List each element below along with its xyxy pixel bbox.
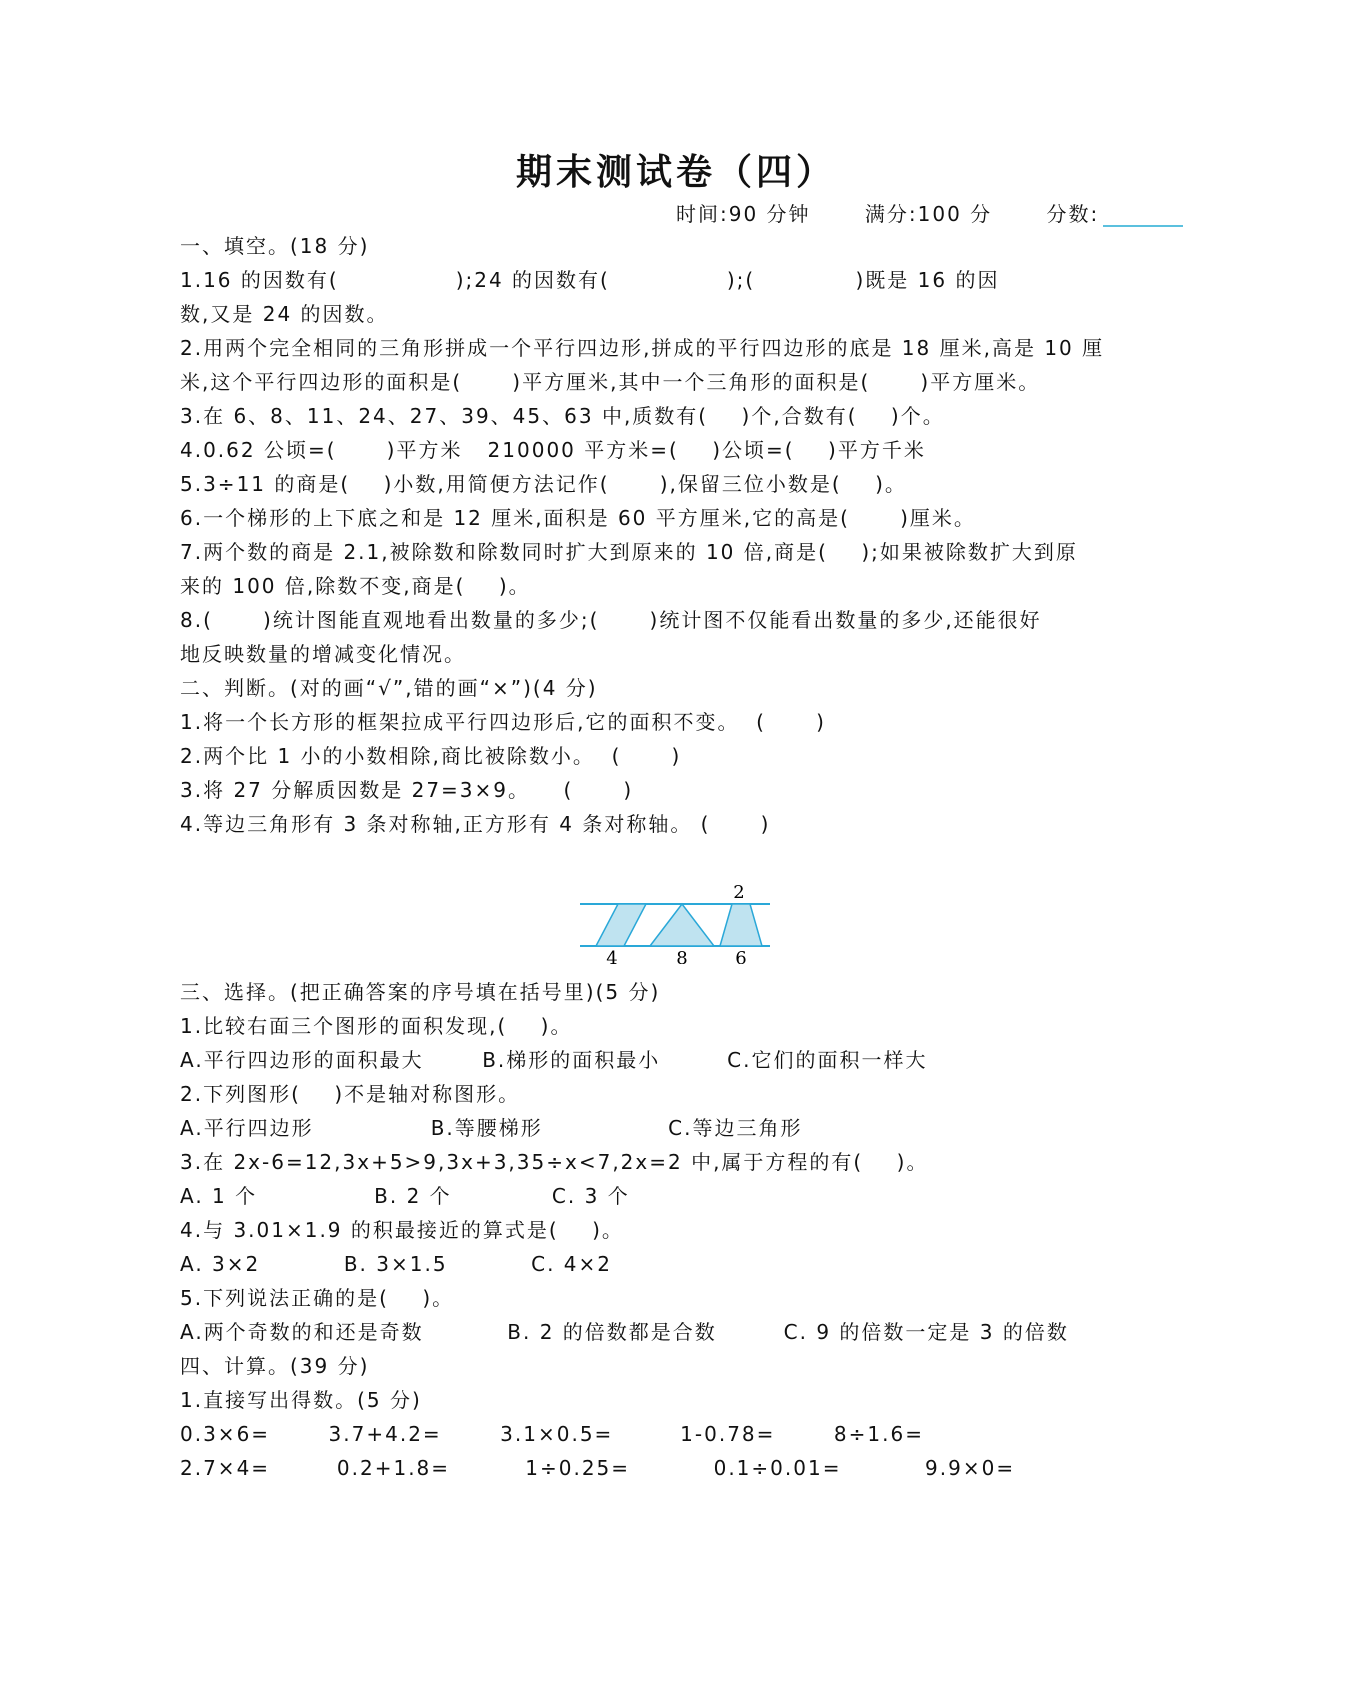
q1-8-line-1: 8.( )统计图能直观地看出数量的多少;( )统计图不仅能看出数量的多少,还能很好	[180, 608, 1042, 632]
page-title: 期末测试卷（四）	[515, 151, 836, 193]
q1-6: 6.一个梯形的上下底之和是 12 厘米,面积是 60 平方厘米,它的高是( )厘米。	[180, 506, 976, 530]
q1-3: 3.在 6、8、11、24、27、39、45、63 中,质数有( )个,合数有( )个。	[180, 404, 945, 428]
section3-heading: 三、选择。(把正确答案的序号填在括号里)(5 分)	[180, 980, 661, 1004]
score-field[interactable]	[1047, 198, 1230, 227]
q4-1: 1.直接写出得数。(5 分)	[180, 1388, 422, 1412]
q2-2: 2.两个比 1 小的小数相除,商比被除数小。 ( )	[180, 744, 682, 768]
q3-3: 3.在 2x-6=12,3x+5>9,3x+3,35÷x<7,2x=2 中,属于方程的有( )。	[180, 1150, 929, 1174]
q2-1: 1.将一个长方形的框架拉成平行四边形后,它的面积不变。 ( )	[180, 710, 826, 734]
section2-heading: 二、判断。(对的画“√”,错的画“×”)(4 分)	[180, 676, 598, 700]
parallelogram-base-label: 4	[606, 948, 618, 964]
triangle-base-label: 8	[676, 948, 688, 964]
parallelogram-shape	[596, 904, 646, 946]
q3-5: 5.下列说法正确的是( )。	[180, 1286, 455, 1310]
q3-3-options: A. 1 个 B. 2 个 C. 3 个	[180, 1184, 630, 1208]
q3-5-options: A.两个奇数的和还是奇数 B. 2 的倍数都是合数 C. 9 的倍数一定是 3 的倍数	[180, 1320, 1069, 1344]
q1-1-line-2: 数,又是 24 的因数。	[180, 302, 389, 326]
q3-2-options: A.平行四边形 B.等腰梯形 C.等边三角形	[180, 1116, 803, 1140]
trapezoid-base-label: 6	[735, 948, 747, 964]
q1-7-line-1: 7.两个数的商是 2.1,被除数和除数同时扩大到原来的 10 倍,商是( );如果被除数扩大到原	[180, 540, 1078, 564]
q3-1-options: A.平行四边形的面积最大 B.梯形的面积最小 C.它们的面积一样大	[180, 1048, 928, 1072]
q3-4: 4.与 3.01×1.9 的积最接近的算式是( )。	[180, 1218, 624, 1242]
shapes-figure	[580, 884, 780, 964]
full-score-label: 满分:100 分	[864, 202, 993, 226]
q3-4-options: A. 3×2 B. 3×1.5 C. 4×2	[180, 1252, 613, 1276]
section4-heading: 四、计算。(39 分)	[180, 1354, 370, 1378]
trapezoid-shape	[720, 904, 762, 946]
q1-2-line-1: 2.用两个完全相同的三角形拼成一个平行四边形,拼成的平行四边形的底是 18 厘米,高是 10 厘	[180, 336, 1105, 360]
q3-2: 2.下列图形( )不是轴对称图形。	[180, 1082, 521, 1106]
exam-meta	[676, 198, 1229, 227]
q1-5: 5.3÷11 的商是( )小数,用简便方法记作( ),保留三位小数是( )。	[180, 472, 907, 496]
q1-1-line-1: 1.16 的因数有( );24 的因数有( );( )既是 16 的因	[180, 268, 1000, 292]
q1-7-line-2: 来的 100 倍,除数不变,商是( )。	[180, 574, 531, 598]
q2-4: 4.等边三角形有 3 条对称轴,正方形有 4 条对称轴。 ( )	[180, 812, 771, 836]
top-base-label: 2	[733, 884, 745, 903]
triangle-shape	[650, 904, 714, 946]
q1-8-line-2: 地反映数量的增减变化情况。	[180, 642, 466, 666]
q4-1-row-2: 2.7×4= 0.2+1.8= 1÷0.25= 0.1÷0.01= 9.9×0=	[180, 1456, 1016, 1480]
q3-1: 1.比较右面三个图形的面积发现,( )。	[180, 1014, 573, 1038]
q2-3: 3.将 27 分解质因数是 27=3×9。 ( )	[180, 778, 634, 802]
q1-2-line-2: 米,这个平行四边形的面积是( )平方厘米,其中一个三角形的面积是( )平方厘米。	[180, 370, 1041, 394]
time-label: 时间:90 分钟	[676, 202, 811, 226]
score-label: 分数:	[1046, 202, 1100, 226]
score-blank[interactable]	[1103, 203, 1183, 227]
section1-heading: 一、填空。(18 分)	[180, 234, 370, 258]
q4-1-row-1: 0.3×6= 3.7+4.2= 3.1×0.5= 1-0.78= 8÷1.6=	[180, 1422, 924, 1446]
q1-4: 4.0.62 公顷=( )平方米 210000 平方米=( )公顷=( )平方千米	[180, 438, 926, 462]
